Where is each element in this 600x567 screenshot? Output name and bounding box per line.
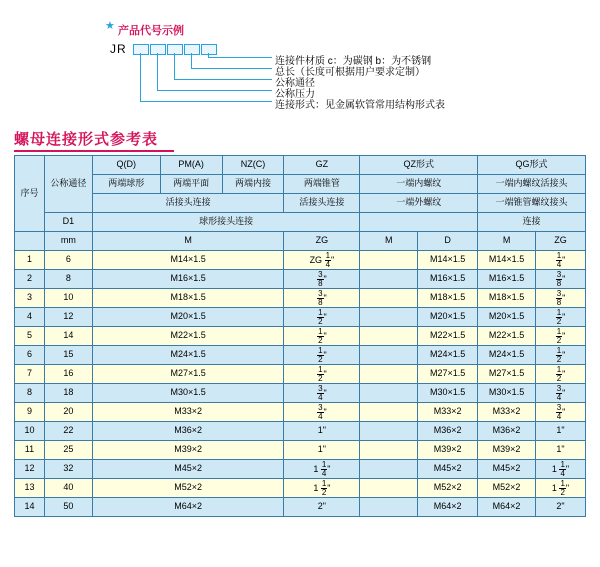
cell-d-qz: M20×1.5 [418,308,478,327]
cell-zg-gz: $\frac{3}{4}$ " [284,403,360,422]
cell-zg-qg: 2" [536,498,586,517]
cell-m-q: M33×2 [92,403,284,422]
cell-seq: 6 [15,346,45,365]
cell-m-qg: M18×1.5 [478,289,536,308]
cell-d-qz: M30×1.5 [418,384,478,403]
header-d1: D1 [44,213,92,232]
header-sub-external-thread: 一端外螺纹 [360,194,478,213]
cell-seq: 10 [15,422,45,441]
cell-d-qz: M18×1.5 [418,289,478,308]
legend-item-nominal-pressure: 公称压力 [275,89,315,100]
cell-m-q: M27×1.5 [92,365,284,384]
cell-m-qg: M30×1.5 [478,384,536,403]
table-row [15,498,586,517]
cell-dn: 14 [44,327,92,346]
cell-m-qz [360,384,418,403]
header-unit-seq [15,232,45,251]
nut-connection-reference-table [14,155,586,517]
leader-line-4-h [191,68,272,69]
table-title: 螺母连接形式参考表 [14,131,159,148]
cell-zg-qg: $\frac{1}{4}$ " [536,251,586,270]
cell-m-qg: M20×1.5 [478,308,536,327]
table-row [15,441,586,460]
cell-m-qg: M14×1.5 [478,251,536,270]
cell-m-qz [360,289,418,308]
cell-zg-qg: 1" [536,441,586,460]
cell-dn: 50 [44,498,92,517]
cell-seq: 1 [15,251,45,270]
cell-m-qg: M36×2 [478,422,536,441]
cell-m-qg: M24×1.5 [478,346,536,365]
cell-m-qz [360,422,418,441]
table-row [15,289,586,308]
cell-m-qg: M64×2 [478,498,536,517]
cell-dn: 8 [44,270,92,289]
code-box-4 [184,44,200,55]
leader-line-3-v [174,53,175,79]
header-unit-m: M [92,232,284,251]
header-group-gz-code: GZ [284,156,360,175]
cell-m-qg: M33×2 [478,403,536,422]
cell-dn: 6 [44,251,92,270]
cell-zg-gz: 1 $\frac{1}{4}$ " [284,460,360,479]
cell-m-q: M52×2 [92,479,284,498]
cell-zg-gz: 1" [284,441,360,460]
cell-m-qz [360,460,418,479]
cell-zg-gz: $\frac{3}{4}$ " [284,384,360,403]
cell-zg-gz: 1" [284,422,360,441]
cell-zg-gz: 2" [284,498,360,517]
cell-m-qz [360,479,418,498]
cell-m-qz [360,498,418,517]
cell-dn: 10 [44,289,92,308]
cell-d-qz: M27×1.5 [418,365,478,384]
cell-m-qz [360,327,418,346]
header-group-qg-code: QG形式 [478,156,586,175]
cell-d-qz: M33×2 [418,403,478,422]
cell-zg-qg: 1 $\frac{1}{4}$ " [536,460,586,479]
cell-zg-qg: $\frac{1}{2}$ " [536,346,586,365]
leader-line-1-v [140,53,141,101]
cell-m-qz [360,441,418,460]
cell-zg-gz: $\frac{3}{8}$ " [284,289,360,308]
cell-zg-qg: 1" [536,422,586,441]
cell-m-q: M20×1.5 [92,308,284,327]
header-row-desc [15,175,586,194]
cell-m-q: M64×2 [92,498,284,517]
cell-m-q: M30×1.5 [92,384,284,403]
cell-zg-gz: $\frac{1}{2}$ " [284,308,360,327]
cell-seq: 14 [15,498,45,517]
cell-m-q: M36×2 [92,422,284,441]
header-unit-m-qz: M [360,232,418,251]
legend-item-nominal-diameter: 公称通径 [275,78,315,89]
code-prefix: JR [110,42,127,56]
code-box-3 [167,44,183,55]
cell-zg-gz: $\frac{1}{2}$ " [284,327,360,346]
cell-seq: 12 [15,460,45,479]
legend-title: 产品代号示例 [118,25,184,37]
cell-zg-gz: 1 $\frac{1}{2}$ " [284,479,360,498]
header-ball-connection: 球形接头连接 [92,213,359,232]
cell-dn: 16 [44,365,92,384]
table-row [15,479,586,498]
cell-m-q: M24×1.5 [92,346,284,365]
header-sub-union: 活接头连接 [92,194,284,213]
leader-line-2-h [157,90,272,91]
cell-d-qz: M36×2 [418,422,478,441]
cell-m-qz [360,346,418,365]
cell-zg-qg: $\frac{1}{2}$ " [536,308,586,327]
cell-m-qz [360,365,418,384]
header-desc-pm: 两端平面 [160,175,222,194]
header-desc-nz: 两端内接 [222,175,284,194]
cell-zg-gz: $\frac{1}{2}$ " [284,346,360,365]
cell-zg-qg: $\frac{3}{4}$ " [536,384,586,403]
header-dn [44,156,92,213]
table-row [15,403,586,422]
cell-m-q: M39×2 [92,441,284,460]
cell-m-q: M18×1.5 [92,289,284,308]
cell-seq: 4 [15,308,45,327]
legend-item-material: 连接件材质 c：为碳钢 b：为不锈钢 [275,56,432,67]
cell-m-qg: M22×1.5 [478,327,536,346]
cell-d-qz: M22×1.5 [418,327,478,346]
leader-line-5-h [208,57,272,58]
cell-m-qz [360,403,418,422]
table-row [15,327,586,346]
cell-m-q: M14×1.5 [92,251,284,270]
header-desc-qz: 一端内螺纹 [360,175,478,194]
cell-seq: 11 [15,441,45,460]
cell-zg-qg: $\frac{1}{2}$ " [536,327,586,346]
legend-item-connection-form: 连接形式：见金属软管常用结构形式表 [275,100,445,111]
cell-dn: 25 [44,441,92,460]
cell-d-qz: M64×2 [418,498,478,517]
cell-d-qz: M39×2 [418,441,478,460]
header-unit-d-qz: D [418,232,478,251]
cell-seq: 7 [15,365,45,384]
header-sub-union-gz: 活接头连接 [284,194,360,213]
header-group-q-code: Q(D) [92,156,160,175]
header-dn-label: 公称通径 [50,178,87,189]
cell-dn: 22 [44,422,92,441]
legend-item-total-length: 总长（长度可根据用户要求定制） [275,67,425,78]
cell-d-qz: M52×2 [418,479,478,498]
cell-seq: 13 [15,479,45,498]
product-code-legend [0,0,600,120]
code-box-5 [201,44,217,55]
cell-d-qz: M24×1.5 [418,346,478,365]
header-unit-zg-qg: ZG [536,232,586,251]
table-row [15,384,586,403]
leader-line-1-h [140,101,272,102]
cell-m-qg: M39×2 [478,441,536,460]
cell-m-qz [360,251,418,270]
cell-d-qz: M16×1.5 [418,270,478,289]
header-group-nz-code: NZ(C) [222,156,284,175]
leader-line-4-v [191,53,192,68]
cell-seq: 2 [15,270,45,289]
header-desc-gz: 两端锥管 [284,175,360,194]
cell-dn: 12 [44,308,92,327]
header-desc-qg: 一端内螺纹活接头 [478,175,586,194]
header-group-qz-code: QZ形式 [360,156,478,175]
table-row [15,365,586,384]
header-unit-mm: mm [44,232,92,251]
cell-zg-qg: 1 $\frac{1}{2}$ " [536,479,586,498]
cell-zg-qg: $\frac{3}{4}$ " [536,403,586,422]
header-seq-label: 序号 [20,187,39,198]
cell-seq: 8 [15,384,45,403]
cell-seq: 3 [15,289,45,308]
table-row [15,308,586,327]
header-connection-qg: 连接 [478,213,586,232]
cell-m-qz [360,270,418,289]
star-icon: ★ [105,20,115,32]
header-desc-q: 两端球形 [92,175,160,194]
leader-line-3-h [174,79,272,80]
cell-m-q: M16×1.5 [92,270,284,289]
cell-m-qg: M16×1.5 [478,270,536,289]
cell-m-qg: M45×2 [478,460,536,479]
cell-seq: 5 [15,327,45,346]
header-row-d1 [15,213,586,232]
header-row-codes [15,156,586,175]
table-row [15,270,586,289]
cell-m-qg: M52×2 [478,479,536,498]
header-sub-taper-thread: 一端锥管螺纹接头 [478,194,586,213]
cell-m-q: M45×2 [92,460,284,479]
cell-d-qz: M14×1.5 [418,251,478,270]
header-row-units [15,232,586,251]
header-unit-m-qg: M [478,232,536,251]
table-row [15,422,586,441]
cell-zg-gz: $\frac{1}{2}$ " [284,365,360,384]
header-row-sub [15,194,586,213]
cell-m-q: M22×1.5 [92,327,284,346]
leader-line-2-v [157,53,158,90]
code-box-2 [150,44,166,55]
table-row [15,460,586,479]
cell-dn: 40 [44,479,92,498]
table-title-underline [14,150,174,152]
cell-dn: 32 [44,460,92,479]
header-connection-qz [360,213,478,232]
cell-zg-qg: $\frac{1}{2}$ " [536,365,586,384]
cell-seq: 9 [15,403,45,422]
code-box-1 [133,44,149,55]
table-row [15,346,586,365]
cell-zg-gz: ZG $\frac{1}{4}$ " [284,251,360,270]
cell-m-qg: M27×1.5 [478,365,536,384]
cell-d-qz: M45×2 [418,460,478,479]
cell-zg-qg: $\frac{3}{8}$ " [536,270,586,289]
cell-m-qz [360,308,418,327]
cell-zg-qg: $\frac{3}{8}$ " [536,289,586,308]
header-group-pm-code: PM(A) [160,156,222,175]
table-row [15,251,586,270]
header-unit-zg: ZG [284,232,360,251]
cell-dn: 18 [44,384,92,403]
header-seq [15,156,45,232]
cell-dn: 20 [44,403,92,422]
cell-zg-gz: $\frac{3}{8}$ " [284,270,360,289]
cell-dn: 15 [44,346,92,365]
